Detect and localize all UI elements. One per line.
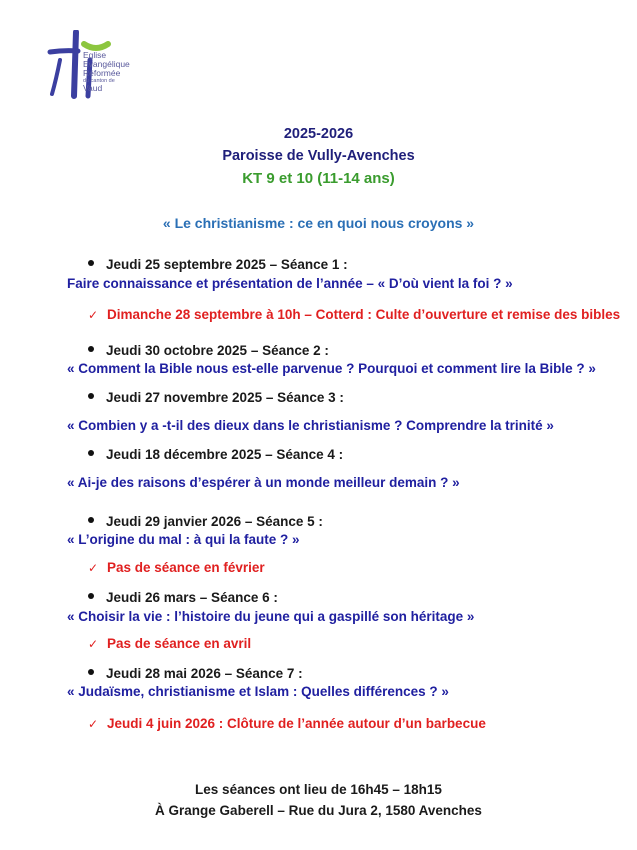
session-note bbox=[88, 716, 486, 731]
session-date-text: Jeudi 27 novembre 2025 – Séance 3 : bbox=[106, 390, 344, 405]
session-topic: « Comment la Bible nous est-elle parvenue ? Pourquoi et comment lire la Bible ? » bbox=[67, 361, 596, 376]
session-note bbox=[88, 636, 251, 651]
parish-heading: Paroisse de Vully-Avenches bbox=[222, 148, 415, 164]
session-topic: Faire connaissance et présentation de l’année – « D’où vient la foi ? » bbox=[67, 276, 513, 291]
bullet-icon bbox=[88, 593, 94, 599]
session-topic: « Combien y a -t-il des dieux dans le christianisme ? Comprendre la trinité » bbox=[67, 418, 554, 433]
checkmark-icon: ✓ bbox=[88, 308, 99, 322]
logo-line: du canton de bbox=[83, 78, 115, 84]
session-topic: « Ai-je des raisons d’espérer à un monde meilleur demain ? » bbox=[67, 475, 460, 490]
session-date bbox=[88, 590, 278, 605]
session-date-text: Jeudi 28 mai 2026 – Séance 7 : bbox=[106, 666, 303, 681]
session-date-text: Jeudi 29 janvier 2026 – Séance 5 : bbox=[106, 514, 323, 529]
session-date bbox=[88, 447, 343, 462]
logo-text bbox=[83, 51, 130, 93]
session-date-text: Jeudi 26 mars – Séance 6 : bbox=[106, 590, 278, 605]
checkmark-icon: ✓ bbox=[88, 717, 99, 731]
session-date bbox=[88, 343, 329, 358]
eerv-logo bbox=[46, 30, 156, 110]
session-note-text: Pas de séance en février bbox=[107, 560, 265, 575]
bullet-icon bbox=[88, 517, 94, 523]
session-note-text: Pas de séance en avril bbox=[107, 636, 252, 651]
session-date bbox=[88, 666, 303, 681]
checkmark-icon: ✓ bbox=[88, 637, 99, 651]
schedule-time: Les séances ont lieu de 16h45 – 18h15 bbox=[195, 782, 442, 797]
group-heading: KT 9 et 10 (11-14 ans) bbox=[242, 170, 395, 187]
logo-line: Vaud bbox=[83, 83, 103, 93]
session-date-text: Jeudi 30 octobre 2025 – Séance 2 : bbox=[106, 343, 329, 358]
session-note-text: Dimanche 28 septembre à 10h – Cotterd : Culte d’ouverture et remise des bibles bbox=[107, 307, 621, 322]
session-topic: « Choisir la vie : l’histoire du jeune qui a gaspillé son héritage » bbox=[67, 609, 475, 624]
session-date bbox=[88, 390, 344, 405]
bullet-icon bbox=[88, 450, 94, 456]
bullet-icon bbox=[88, 346, 94, 352]
bullet-icon bbox=[88, 260, 94, 266]
year-theme: « Le christianisme : ce en quoi nous croyons » bbox=[162, 215, 475, 231]
checkmark-icon: ✓ bbox=[88, 561, 99, 575]
logo-line: Eglise bbox=[83, 50, 107, 60]
session-note bbox=[88, 560, 265, 575]
session-date bbox=[88, 514, 323, 529]
session-note bbox=[88, 307, 620, 322]
logo-line: Réformée bbox=[83, 68, 121, 78]
session-topic: « L’origine du mal : à qui la faute ? » bbox=[67, 532, 300, 547]
session-date-text: Jeudi 18 décembre 2025 – Séance 4 : bbox=[106, 447, 344, 462]
session-date-text: Jeudi 25 septembre 2025 – Séance 1 : bbox=[106, 257, 348, 272]
year-heading: 2025-2026 bbox=[283, 126, 354, 142]
session-note-text: Jeudi 4 juin 2026 : Clôture de l’année autour d’un barbecue bbox=[107, 716, 486, 731]
session-date bbox=[88, 257, 348, 272]
bullet-icon bbox=[88, 393, 94, 399]
session-topic: « Judaïsme, christianisme et Islam : Quelles différences ? » bbox=[67, 684, 449, 699]
bullet-icon bbox=[88, 669, 94, 675]
schedule-place: À Grange Gaberell – Rue du Jura 2, 1580 Avenches bbox=[155, 803, 482, 818]
logo-line: Evangélique bbox=[83, 59, 130, 69]
